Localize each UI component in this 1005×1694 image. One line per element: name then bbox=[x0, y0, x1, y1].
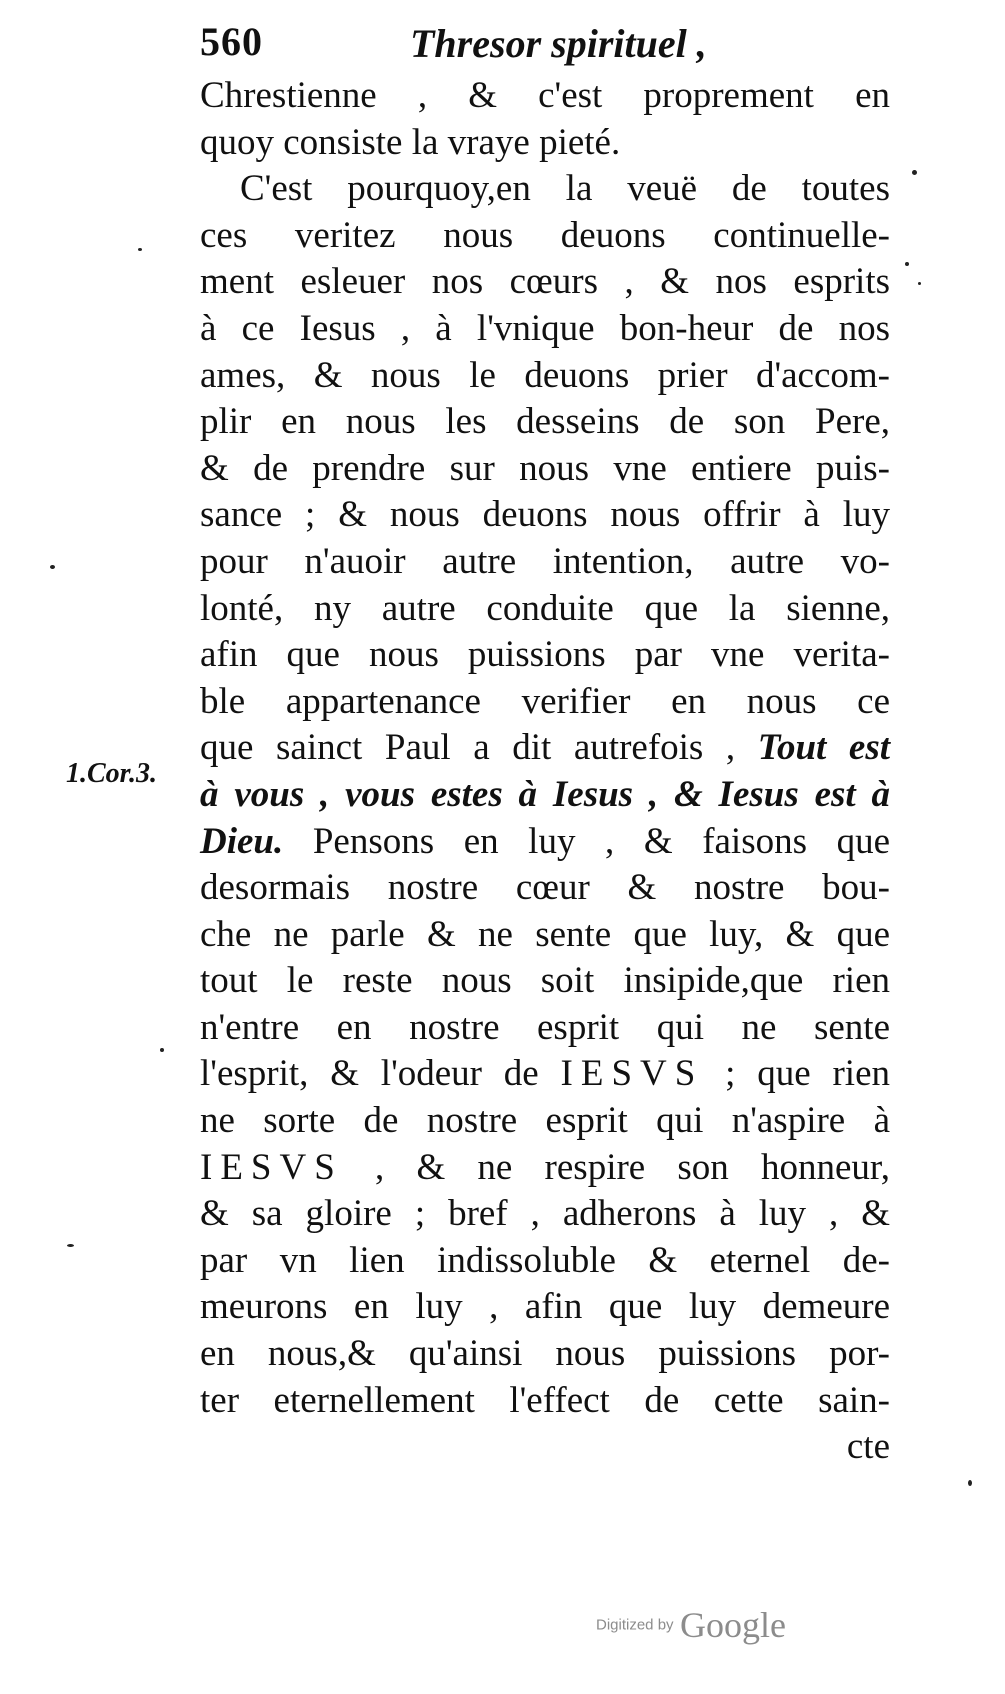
text-line: n'entre en nostre esprit qui ne sente bbox=[200, 1006, 890, 1048]
text-run: l'esprit, & l'odeur de bbox=[200, 1053, 539, 1095]
text-run: ; que rien bbox=[725, 1053, 890, 1095]
small-caps-name: IESVS bbox=[560, 1053, 704, 1095]
text-line: Chrestienne , & c'est proprement en bbox=[200, 75, 890, 116]
scan-speck bbox=[968, 1480, 972, 1486]
page-header bbox=[200, 18, 730, 78]
text-line: desormais nostre cœur & nostre bou- bbox=[200, 867, 890, 909]
small-caps-name: IESVS bbox=[200, 1146, 343, 1188]
text-line: par vn lien indissoluble & eternel de- bbox=[200, 1239, 890, 1281]
text-line: afin que nous puissions par vne verita- bbox=[200, 634, 890, 676]
scan-speck bbox=[918, 282, 921, 285]
text-line: & sa gloire ; bref , adherons à luy , & bbox=[200, 1193, 890, 1235]
digitized-footer bbox=[596, 1604, 786, 1646]
digitized-by-label: Digitized by bbox=[596, 1616, 674, 1634]
text-line: C'est pourquoy,en la veuë de toutes bbox=[240, 168, 890, 210]
margin-note: 1.Cor.3. bbox=[66, 758, 158, 789]
text-line: tout le reste nous soit insipide,que rien bbox=[200, 960, 890, 1002]
page-number: 560 bbox=[200, 19, 263, 64]
text-line: quoy consiste la vraye pieté. bbox=[200, 121, 621, 163]
text-line bbox=[200, 1145, 890, 1192]
scan-speck bbox=[138, 248, 142, 251]
text-line: & de prendre sur nous vne entiere puis- bbox=[200, 447, 890, 489]
google-wordmark: Google bbox=[680, 1605, 786, 1645]
text-line: che ne parle & ne sente que luy, & que bbox=[200, 913, 890, 955]
text-line-italic: à vous , vous estes à Iesus , & Iesus est à bbox=[200, 773, 890, 815]
text-line: ames, & nous le deuons prier d'accom- bbox=[200, 354, 890, 396]
scan-speck bbox=[50, 565, 55, 569]
italic-run: Tout est bbox=[757, 727, 891, 769]
text-run: que sainct Paul a dit autrefois , bbox=[200, 727, 736, 769]
catchword: cte bbox=[846, 1426, 890, 1468]
text-run: , & ne respire son honneur, bbox=[375, 1146, 891, 1188]
text-line: ter eternellement l'effect de cette sain- bbox=[200, 1379, 890, 1421]
text-line: à ce Iesus , à l'vnique bon-heur de nos bbox=[200, 307, 890, 349]
text-line: ment esleuer nos cœurs , & nos esprits bbox=[200, 261, 890, 303]
italic-run: Dieu. bbox=[200, 820, 284, 862]
text-line: sance ; & nous deuons nous offrir à luy bbox=[200, 494, 890, 536]
text-line: en nous,& qu'ainsi nous puissions por- bbox=[200, 1333, 890, 1375]
scan-speck bbox=[67, 1244, 74, 1247]
text-run: Pensons en luy , & faisons que bbox=[312, 820, 891, 862]
text-line: ces veritez nous deuons continuelle- bbox=[200, 214, 890, 256]
text-line: plir en nous les desseins de son Pere, bbox=[200, 401, 890, 443]
scan-speck bbox=[905, 262, 909, 266]
text-line: pour n'auoir autre intention, autre vo- bbox=[200, 540, 890, 582]
text-line bbox=[200, 725, 890, 772]
text-line: meurons en luy , afin que luy demeure bbox=[200, 1286, 890, 1328]
running-title: Thresor spirituel , bbox=[410, 21, 707, 66]
scan-speck bbox=[912, 170, 917, 175]
scan-speck bbox=[160, 1048, 164, 1052]
text-line: ble appartenance verifier en nous ce bbox=[200, 680, 890, 722]
body-text bbox=[200, 73, 890, 1471]
text-line bbox=[200, 1051, 890, 1098]
text-line bbox=[200, 819, 890, 866]
text-line: ne sorte de nostre esprit qui n'aspire à bbox=[200, 1100, 890, 1142]
text-line: lonté, ny autre conduite que la sienne, bbox=[200, 587, 890, 629]
